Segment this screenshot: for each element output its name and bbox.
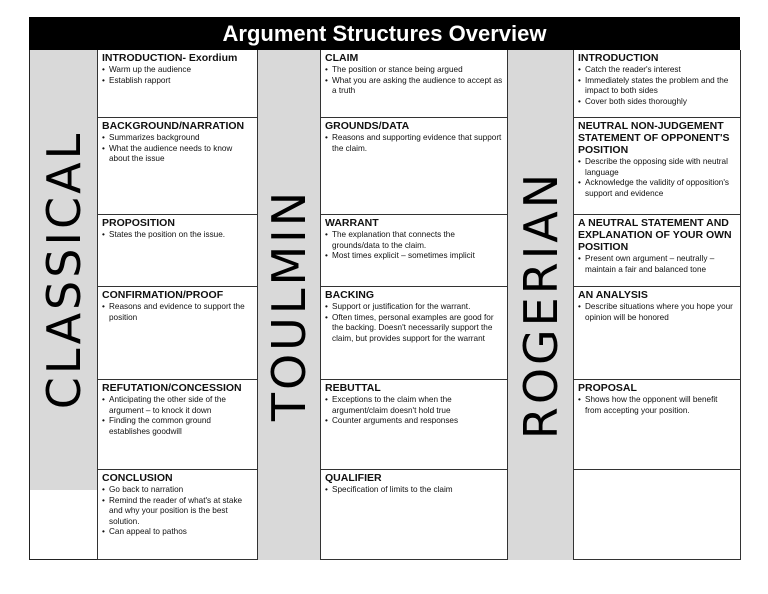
bullet-item: • Present own argument – neutrally – maintain a fair and balanced tone [578,254,736,275]
bullet-item: • Cover both sides thoroughly [578,97,736,108]
section-bullets [578,395,736,416]
section-heading: BACKING [325,289,374,301]
section-cell [97,287,258,380]
page-title: Argument Structures Overview [29,17,740,50]
section-cell [320,380,508,470]
column-toulmin [320,50,508,560]
side-label-classical: CLASSICAL [36,130,91,410]
section-heading: REBUTTAL [325,382,381,394]
section-bullets [325,65,503,97]
section-cell [573,118,741,215]
section-heading: CLAIM [325,52,359,64]
bullet-item: • Reasons and supporting evidence that support the claim. [325,133,503,154]
bullet-item: • Immediately states the problem and the impact to both sides [578,76,736,97]
bullet-item: • Counter arguments and responses [325,416,503,427]
bullet-item: • Establish rapport [102,76,253,87]
column-rogerian [573,50,741,560]
section-cell [573,50,741,118]
section-bullets [102,230,253,241]
section-cell [573,380,741,470]
section-bullets [578,254,736,275]
section-cell [573,215,741,287]
side-strip-toulmin [258,50,320,560]
section-heading: PROPOSITION [102,217,175,229]
section-heading: INTRODUCTION- Exordium [102,52,238,64]
bullet-item: • Shows how the opponent will benefit from accepting your position. [578,395,736,416]
section-cell [320,470,508,560]
bullet-item: • States the position on the issue. [102,230,253,241]
section-heading: WARRANT [325,217,379,229]
bullet-item: • Describe the opposing side with neutral language [578,157,736,178]
section-heading: NEUTRAL NON-JUDGEMENT STATEMENT OF OPPONENT'S POSITION [578,120,730,156]
bullet-item: • Specification of limits to the claim [325,485,503,496]
column-classical [97,50,258,560]
overview-sheet [29,17,740,560]
section-cell [97,470,258,560]
section-bullets [325,485,503,496]
section-bullets [578,65,736,107]
section-heading: A NEUTRAL STATEMENT AND EXPLANATION OF YOUR OWN POSITION [578,217,732,253]
bullet-item: • Remind the reader of what's at stake and why your position is the best solution. [102,496,253,528]
section-heading: INTRODUCTION [578,52,659,64]
bullet-item: • Often times, personal examples are good for the backing. Doesn't necessarily support the claim, but provides support for the warrant [325,313,503,345]
section-cell [320,287,508,380]
bullet-item: • Exceptions to the claim when the argument/claim doesn't hold true [325,395,503,416]
section-heading: QUALIFIER [325,472,382,484]
bullet-item: • Anticipating the other side of the argument – to knock it down [102,395,253,416]
side-label-rogerian: ROGERIAN [513,170,568,440]
side-strip-classical [30,50,97,490]
section-bullets [102,395,253,437]
section-heading: REFUTATION/CONCESSION [102,382,242,394]
section-bullets [102,133,253,165]
section-heading: CONFIRMATION/PROOF [102,289,224,301]
bullet-item: • The position or stance being argued [325,65,503,76]
bullet-item: • Can appeal to pathos [102,527,253,538]
section-heading: GROUNDS/DATA [325,120,410,132]
section-bullets [578,302,736,323]
bullet-item: • Warm up the audience [102,65,253,76]
section-bullets [325,133,503,154]
section-bullets [325,395,503,427]
side-strip-rogerian [508,50,573,560]
section-bullets [102,302,253,323]
section-heading: CONCLUSION [102,472,173,484]
section-bullets [325,230,503,262]
bullet-item: • What the audience needs to know about the issue [102,144,253,165]
section-bullets [102,485,253,538]
side-label-toulmin: TOULMIN [262,188,316,422]
bullet-item: • Go back to narration [102,485,253,496]
section-bullets [578,157,736,199]
section-cell [97,380,258,470]
bullet-item: • Acknowledge the validity of opposition's support and evidence [578,178,736,199]
section-cell [320,50,508,118]
bullet-item: • Support or justification for the warrant. [325,302,503,313]
bullet-item: • Describe situations where you hope your opinion will be honored [578,302,736,323]
section-heading: AN ANALYSIS [578,289,648,301]
section-cell [573,470,741,560]
bullet-item: • What you are asking the audience to accept as a truth [325,76,503,97]
bullet-item: • The explanation that connects the grounds/data to the claim. [325,230,503,251]
section-bullets [325,302,503,344]
section-bullets [102,65,253,86]
section-cell [97,50,258,118]
section-cell [320,215,508,287]
bullet-item: • Summarizes background [102,133,253,144]
bullet-item: • Reasons and evidence to support the position [102,302,253,323]
section-cell [97,215,258,287]
bullet-item: • Catch the reader's interest [578,65,736,76]
section-heading: BACKGROUND/NARRATION [102,120,245,132]
structures-grid [29,50,740,560]
bullet-item: • Finding the common ground establishes goodwill [102,416,253,437]
bullet-item: • Most times explicit – sometimes implicit [325,251,503,262]
section-cell [97,118,258,215]
section-cell [320,118,508,215]
section-heading: PROPOSAL [578,382,637,394]
section-cell [573,287,741,380]
